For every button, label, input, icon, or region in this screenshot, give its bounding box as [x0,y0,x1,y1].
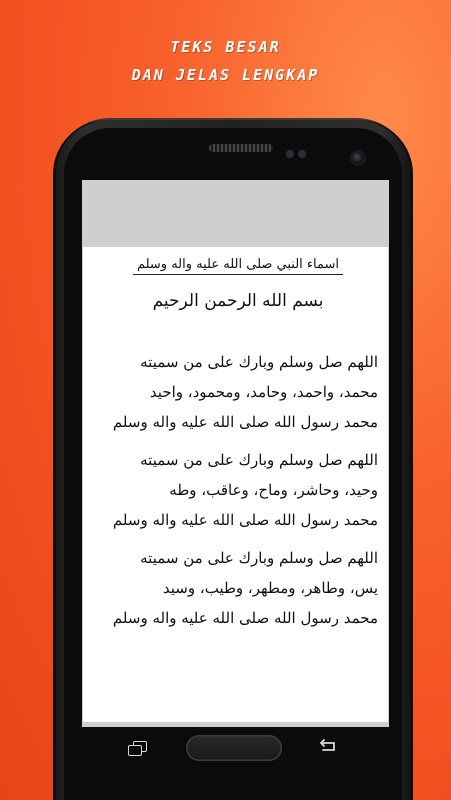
document-bismillah: بسم الله الرحمن الرحيم [152,291,324,311]
text-line: محمد رسول الله صلى الله عليه واله وسلم [112,511,378,529]
text-line: اللهم صل وسلم وبارك على من سميته [140,451,378,469]
document-text [93,347,378,633]
text-line: محمد رسول الله صلى الله عليه واله وسلم [112,609,378,627]
back-arrow-icon[interactable] [314,739,338,755]
promo-headline-line2: DAN JELAS LENGKAP [131,66,320,84]
text-line: محمد رسول الله صلى الله عليه واله وسلم [112,413,378,431]
text-line: محمد، واحمد، وحامد، ومحمود، واحيد [149,383,378,401]
earpiece-speaker [209,144,273,152]
text-line: اللهم صل وسلم وبارك على من سميته [140,353,378,371]
light-sensor [298,150,306,158]
text-line: اللهم صل وسلم وبارك على من سميته [140,549,378,567]
phone-screen [82,180,389,727]
text-line: يس، وطاهر، ومطهر، وطيب، وسيد [162,579,378,597]
document-title: اسماء النبي صلى الله عليه واله وسلم [133,257,343,275]
text-line: وحيد، وحاشر، وماح، وعاقب، وطه [169,481,378,499]
proximity-sensor [286,150,294,158]
hardware-nav-bar [82,727,389,800]
recent-apps-icon[interactable] [128,741,148,755]
home-button[interactable] [186,735,282,761]
promo-headline-line1: TEKS BESAR [170,38,281,56]
document-page[interactable] [83,247,388,722]
front-camera [352,152,364,164]
